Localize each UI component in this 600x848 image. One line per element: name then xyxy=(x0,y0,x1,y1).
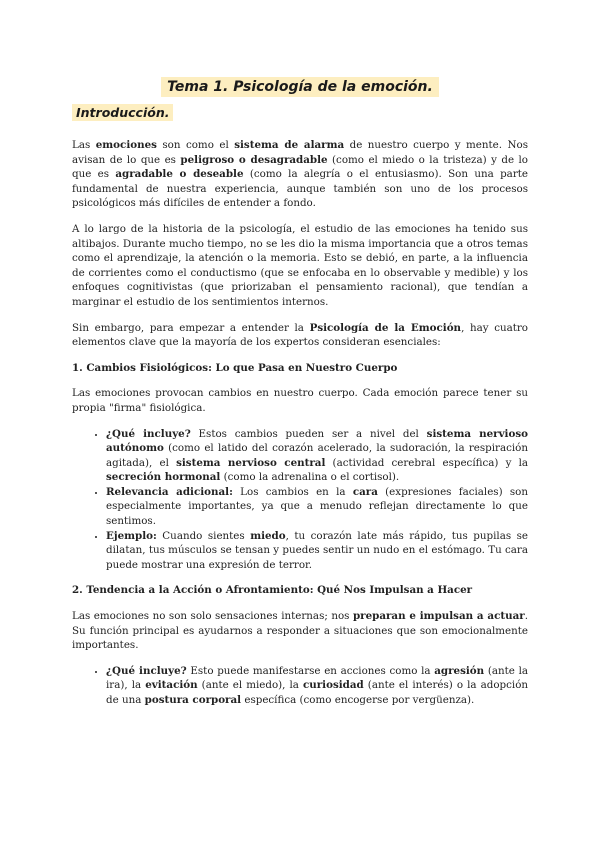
intro-paragraph-2: A lo largo de la historia de la psicología, el estudio de las emociones ha tenido sus altibajos. Durante mucho tiempo, no se les dio la misma importancia que a otros temas como el aprendizaje, la atención o la memoria. Esto se debió, en parte, a la influencia de corrientes como el conductismo (que se enfocaba en lo observable y medible) y los enfoques cognitivistas (que priorizaban el pensamiento racional), que tendían a marginar el estudio de los sentimientos internos. xyxy=(72,222,528,308)
intro-paragraph-3: Sin embargo, para empezar a entender la Psicología de la Emoción, hay cuatro elementos clave que la mayoría de los expertos consideran esenciales: xyxy=(72,321,528,349)
list-item: • Relevancia adicional: Los cambios en la cara (expresiones faciales) son especialmente importantes, ya que a menudo reflejan directamente lo que sentimos. xyxy=(106,485,528,529)
section-1-intro: Las emociones provocan cambios en nuestro cuerpo. Cada emoción parece tener su propia "firma" fisiológica. xyxy=(72,387,528,414)
section-2-heading: 2. Tendencia a la Acción o Afrontamiento: Qué Nos Impulsan a Hacer xyxy=(72,584,473,597)
section-1-heading: 1. Cambios Fisiológicos: Lo que Pasa en Nuestro Cuerpo xyxy=(72,361,398,374)
list-item: • ¿Qué incluye? Esto puede manifestarse en acciones como la agresión (ante la ira), la evitación (ante el miedo), la curiosidad (ante el interés) o la adopción de una postura corporal específica (como encogerse por vergüenza). xyxy=(106,664,528,708)
document-body xyxy=(72,138,528,719)
list-item: • ¿Qué incluye? Estos cambios pueden ser a nivel del sistema nervioso autónomo (como el latido del corazón acelerado, la sudoración, la respiración agitada), el sistema nervioso central (actividad cerebral específica) y la secreción hormonal (como la adrenalina o el cortisol). xyxy=(106,427,528,485)
list-item: • Ejemplo: Cuando sientes miedo, tu corazón late más rápido, tus pupilas se dilatan, tus músculos se tensan y puedes sentir un nudo en el estómago. Tu cara puede mostrar una expresión de terror. xyxy=(106,529,528,573)
page-title: Tema 1. Psicología de la emoción. xyxy=(161,77,439,97)
section-1-list xyxy=(72,427,528,573)
section-2-list xyxy=(72,664,528,708)
intro-paragraph-1: Las emociones son como el sistema de alarma de nuestro cuerpo y mente. Nos avisan de lo que es peligroso o desagradable (como el miedo o la tristeza) y de lo que es agradable o deseable (como la alegría o el entusiasmo). Son una parte fundamental de nuestra experiencia, aunque también son uno de los procesos psicológicos más difíciles de entender a fondo. xyxy=(72,139,528,210)
section-subtitle: Introducción. xyxy=(72,104,173,121)
section-2-intro: Las emociones no son solo sensaciones internas; nos preparan e impulsan a actuar. Su función principal es ayudarnos a responder a situaciones que son emocionalmente importantes. xyxy=(72,610,528,652)
